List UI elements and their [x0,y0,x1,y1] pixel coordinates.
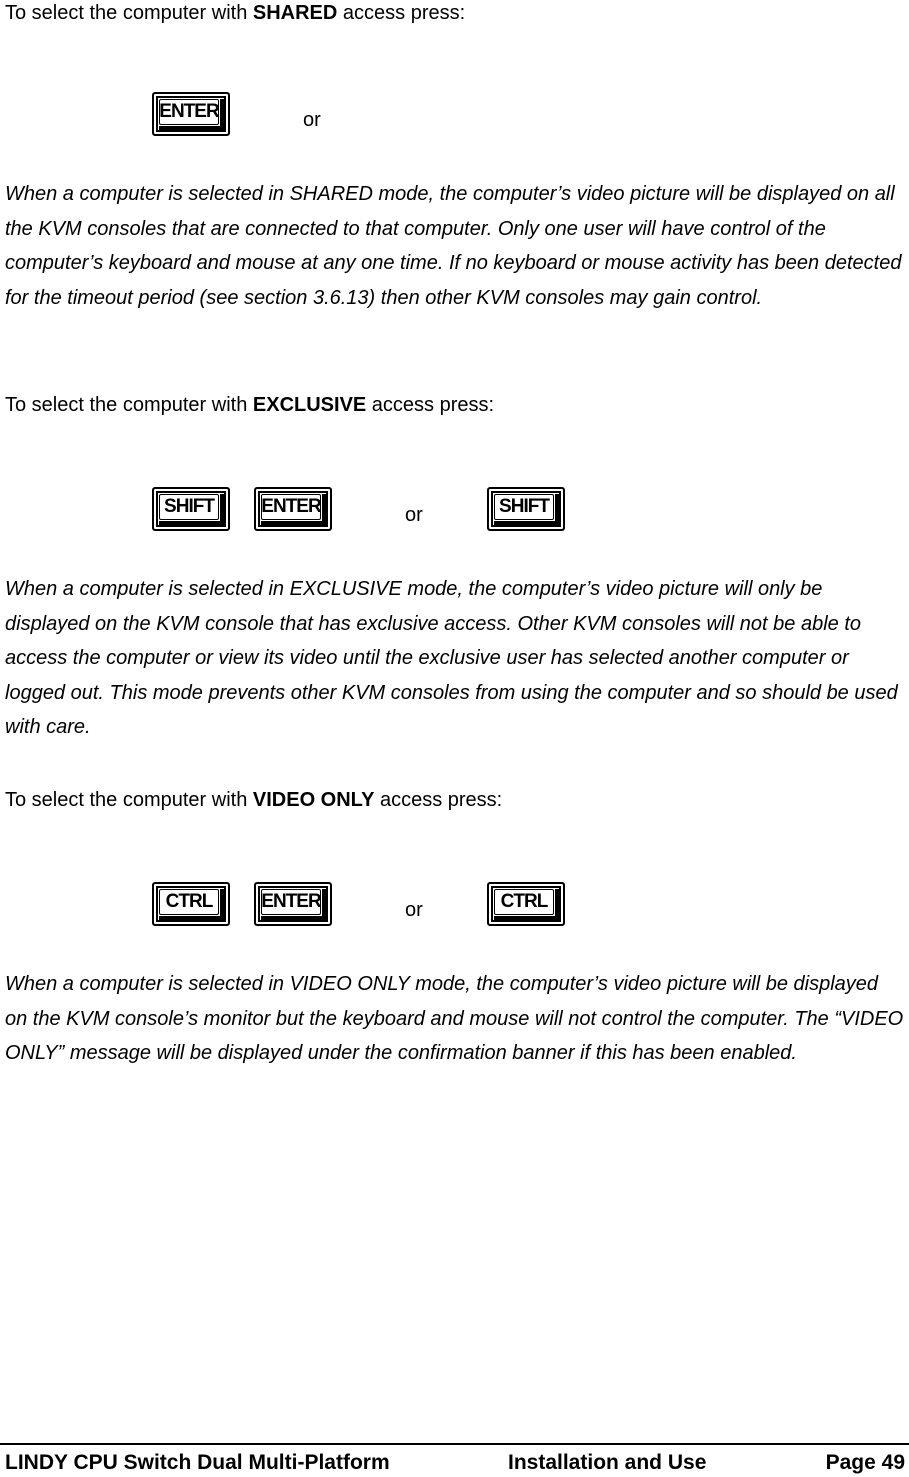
exclusive-description: When a computer is selected in EXCLUSIVE mode, the computer’s video picture will only be displayed on the KVM console that has exclusive access. Other KVM consoles will not be able to access the computer or view its video until the exclusive user has selected another computer or logged out. This mode prevents other KVM consoles from using the computer and so should be used with care. [5,578,898,738]
heading-text: To select the computer with [5,394,253,416]
footer-section: Installation and Use [508,1451,707,1474]
footer-product: LINDY CPU Switch Dual Multi-Platform [5,1451,390,1474]
key-label: CTRL [500,891,548,912]
shared-description: When a computer is selected in SHARED mode, the computer’s video picture will be displayed on all the KVM consoles that are connected to that computer. Only one user will have control of the computer’s keyboard and mouse at any one time. If no keyboard or mouse activity has been detected for the timeout period (see section 3.6.13) then other KVM consoles may gain control. [5,183,902,309]
ctrl-key-icon [487,882,565,926]
heading-text: To select the computer with [5,2,253,24]
heading-text: access press: [337,2,466,24]
footer-divider [0,1443,909,1445]
key-label: ENTER [261,496,321,517]
key-label: ENTER [159,101,219,122]
key-label: SHIFT [499,496,549,517]
video-only-description: When a computer is selected in VIDEO ONLY mode, the computer’s video picture will be displayed on the KVM console’s monitor but the keyboard and mouse will not control the computer. The “VIDEO ONLY” message will be displayed under the confirmation banner if this has been enabled. [5,973,904,1064]
heading-text: To select the computer with [5,789,253,811]
key-label: CTRL [165,891,213,912]
heading-text: access press: [366,394,495,416]
access-mode-label: VIDEO ONLY [252,789,375,811]
or-label: or [405,899,423,921]
access-mode-label: SHARED [252,2,338,24]
exclusive-heading [5,394,494,417]
shift-key-icon [487,487,565,531]
or-label: or [303,109,321,131]
shared-heading [5,2,465,25]
shift-key-icon [152,487,230,531]
footer-page-number: Page 49 [825,1451,905,1474]
ctrl-key-icon [152,882,230,926]
enter-key-icon [254,487,332,531]
key-label: ENTER [261,891,321,912]
video-only-heading [5,789,502,812]
enter-key-icon [254,882,332,926]
heading-text: access press: [374,789,503,811]
key-label: SHIFT [164,496,214,517]
or-label: or [405,504,423,526]
access-mode-label: EXCLUSIVE [252,394,367,416]
enter-key-icon [152,92,230,136]
